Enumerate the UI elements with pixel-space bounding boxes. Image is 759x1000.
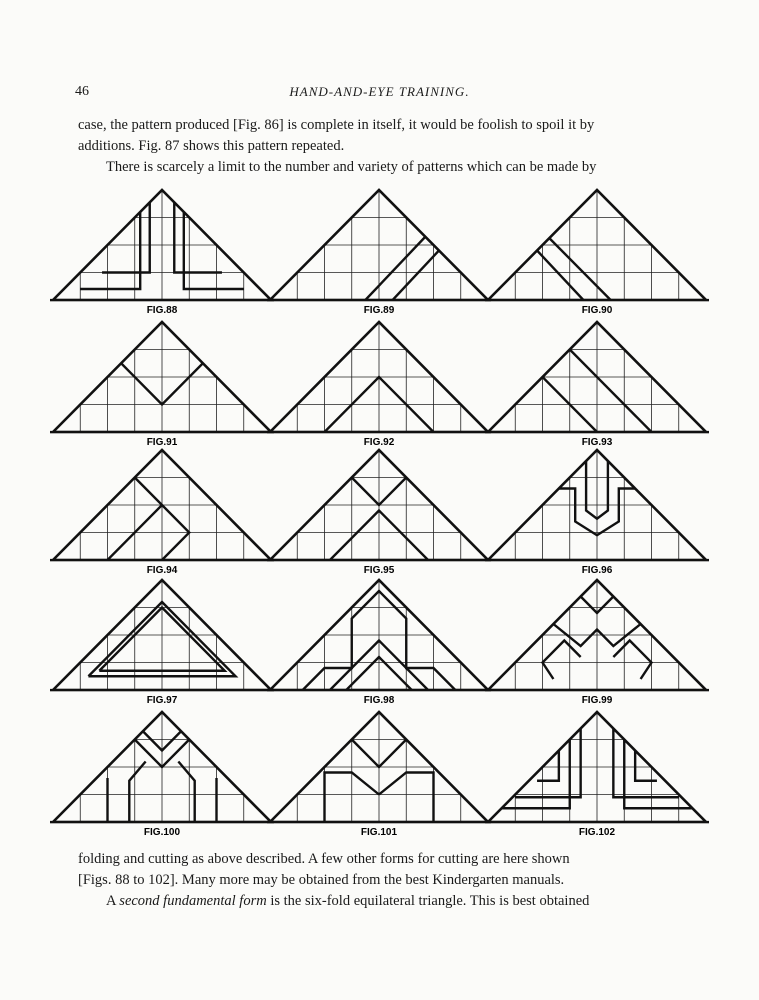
cut-line [129, 762, 145, 823]
grid-lines [53, 580, 271, 690]
cut-line [174, 193, 222, 273]
emphasis-term: second fundamental form [119, 893, 267, 909]
text-run: is the six-fold equilateral triangle. This is best obtained [266, 893, 590, 909]
cut-line [548, 237, 611, 300]
triangle-figure [50, 580, 274, 706]
triangle-figure [485, 712, 709, 838]
figure-label: FIG.94 [146, 565, 178, 576]
figure-label: FIG.89 [363, 305, 395, 316]
grid-lines [488, 450, 706, 560]
triangle-figure [267, 450, 491, 576]
cut-line [178, 762, 194, 823]
grid-lines [488, 190, 706, 300]
cut-line [537, 251, 583, 301]
grid-lines [53, 190, 271, 300]
cut-line [570, 350, 652, 433]
figure-label: FIG.99 [581, 695, 613, 706]
cut-line [129, 472, 189, 560]
paragraph-line [78, 891, 694, 912]
figure-label: FIG.96 [581, 565, 613, 576]
page-number: 46 [75, 84, 89, 99]
paragraph-line: folding and cutting as above described. A few other forms for cutting are here shown [78, 851, 570, 867]
triangle-figure [485, 190, 709, 316]
triangle-figure [485, 580, 709, 706]
figure-label: FIG.101 [360, 827, 398, 838]
figure-label: FIG.97 [146, 695, 178, 706]
triangle-figure [267, 712, 491, 838]
figure-label: FIG.100 [143, 827, 181, 838]
cut-line [80, 207, 140, 290]
triangle-figure [267, 322, 491, 448]
triangle-figure [50, 322, 274, 448]
triangle-figure [267, 580, 491, 706]
figure-label: FIG.90 [581, 305, 613, 316]
grid-lines [270, 580, 488, 690]
triangle-figure [267, 190, 491, 316]
figure-label: FIG.92 [363, 437, 395, 448]
running-title: HAND-AND-EYE TRAINING. [289, 84, 470, 99]
figure-label: FIG.98 [363, 695, 395, 706]
grid-lines [488, 580, 706, 690]
paragraph-line: case, the pattern produced [Fig. 86] is complete in itself, it would be foolish to spoil it by [78, 117, 595, 133]
cut-line [102, 193, 150, 273]
figure-label: FIG.88 [146, 305, 178, 316]
cut-line [393, 251, 439, 301]
paragraph-line: [Figs. 88 to 102]. Many more may be obtained from the best Kindergarten manuals. [78, 872, 565, 888]
grid-lines [53, 322, 271, 432]
figure-label: FIG.93 [581, 437, 613, 448]
grid-lines [488, 712, 706, 822]
triangle-figure [50, 190, 274, 316]
cut-line [613, 641, 651, 680]
triangle-figure [485, 450, 709, 576]
triangle-figure [50, 450, 274, 576]
paragraph-line: There is scarcely a limit to the number and variety of patterns which can be made by [106, 159, 597, 175]
figure-label: FIG.91 [146, 437, 178, 448]
cut-line [184, 207, 244, 290]
text-run: A [106, 893, 120, 909]
grid-lines [270, 190, 488, 300]
triangle-figure [50, 712, 274, 838]
cut-line [543, 641, 581, 680]
triangle-figure [485, 322, 709, 448]
paragraph-line: additions. Fig. 87 shows this pattern repeated. [78, 138, 345, 154]
cut-line [365, 237, 425, 300]
figure-label: FIG.95 [363, 565, 395, 576]
figure-label: FIG.102 [578, 827, 616, 838]
